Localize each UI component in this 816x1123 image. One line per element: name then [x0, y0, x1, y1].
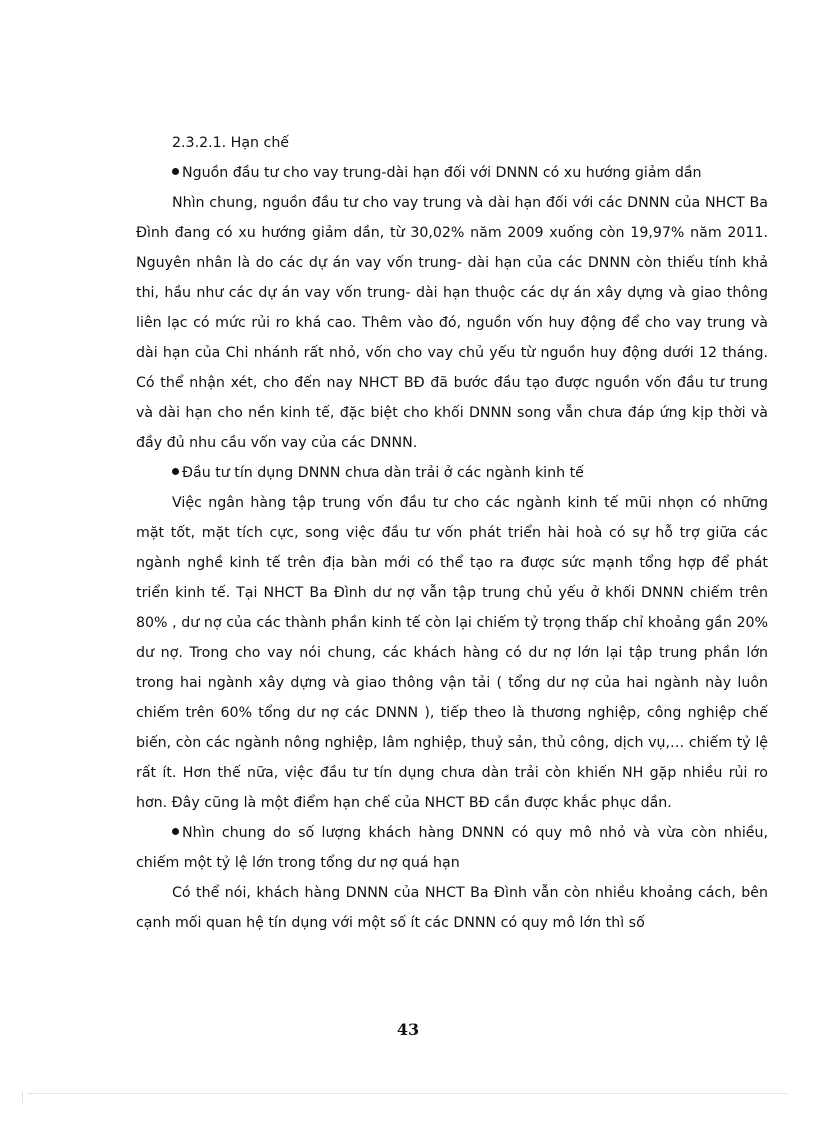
bullet-dot-icon	[172, 168, 179, 175]
bullet-text-2: Đầu tư tín dụng DNNN chưa dàn trải ở các ngành kinh tế	[182, 465, 584, 481]
paragraph-2: Việc ngân hàng tập trung vốn đầu tư cho các ngành kinh tế mũi nhọn có những mặt tốt, mặt tích cực, song việc đầu tư vốn phát triển hài hoà có sự hỗ trợ giữa các ngành nghề kinh tế trên địa bàn mới có thể tạo ra được sức mạnh tổng hợp để phát triển kinh tế. Tại NHCT Ba Đình dư nợ vẫn tập trung chủ yếu ở khối DNNN chiếm trên 80% , dư nợ của các thành phần kinh tế còn lại chiếm tỷ trọng thấp chỉ khoảng gần 20% dư nợ. Trong cho vay nói chung, các khách hàng có dư nợ lớn lại tập trung phần lớn trong hai ngành xây dựng và giao thông vận tải ( tổng dư nợ của hai ngành này luôn chiếm trên 60% tổng dư nợ các DNNN ), tiếp theo là thương nghiệp, công nghiệp chế biến, còn các ngành nông nghiệp, lâm nghiệp, thuỷ sản, thủ công, dịch vụ,… chiếm tỷ lệ rất ít. Hơn thế nữa, việc đầu tư tín dụng chưa dàn trải còn khiến NH gặp nhiều rủi ro hơn. Đây cũng là một điểm hạn chế của NHCT BĐ cần được khắc phục dần.	[136, 495, 768, 811]
bullet-item-3	[136, 818, 768, 878]
page-border-line	[28, 1093, 788, 1094]
bullet-text-1: Nguồn đầu tư cho vay trung-dài hạn đối với DNNN có xu hướng giảm dần	[182, 165, 702, 181]
section-heading: 2.3.2.1. Hạn chế	[172, 135, 290, 151]
bullet-dot-icon	[172, 828, 179, 835]
bullet-text-3: Nhìn chung do số lượng khách hàng DNNN có quy mô nhỏ và vừa còn nhiều, chiếm một tỷ lệ lớn trong tổng dư nợ quá hạn	[136, 825, 768, 871]
bullet-item-2	[136, 458, 768, 488]
bullet-dot-icon	[172, 468, 179, 475]
paragraph-3: Có thể nói, khách hàng DNNN của NHCT Ba Đình vẫn còn nhiều khoảng cách, bên cạnh mối quan hệ tín dụng với một số ít các DNNN có quy mô lớn thì số	[136, 885, 768, 931]
paragraph-1: Nhìn chung, nguồn đầu tư cho vay trung và dài hạn đối với các DNNN của NHCT Ba Đình đang có xu hướng giảm dần, từ 30,02% năm 2009 xuống còn 19,97% năm 2011. Nguyên nhân là do các dự án vay vốn trung- dài hạn của các DNNN còn thiếu tính khả thi, hầu như các dự án vay vốn trung- dài hạn thuộc các dự án xây dựng và giao thông liên lạc có mức rủi ro khá cao. Thêm vào đó, nguồn vốn huy động để cho vay trung và dài hạn của Chi nhánh rất nhỏ, vốn cho vay chủ yếu từ nguồn huy động dưới 12 tháng. Có thể nhận xét, cho đến nay NHCT BĐ đã bước đầu tạo được nguồn vốn đầu tư trung và dài hạn cho nền kinh tế, đặc biệt cho khối DNNN song vẫn chưa đáp ứng kịp thời và đầy đủ nhu cầu vốn vay của các DNNN.	[136, 195, 768, 451]
bullet-item-1	[136, 158, 768, 188]
document-body	[136, 128, 768, 938]
page-border-corner	[22, 1092, 24, 1104]
page-number: 43	[396, 1020, 420, 1039]
